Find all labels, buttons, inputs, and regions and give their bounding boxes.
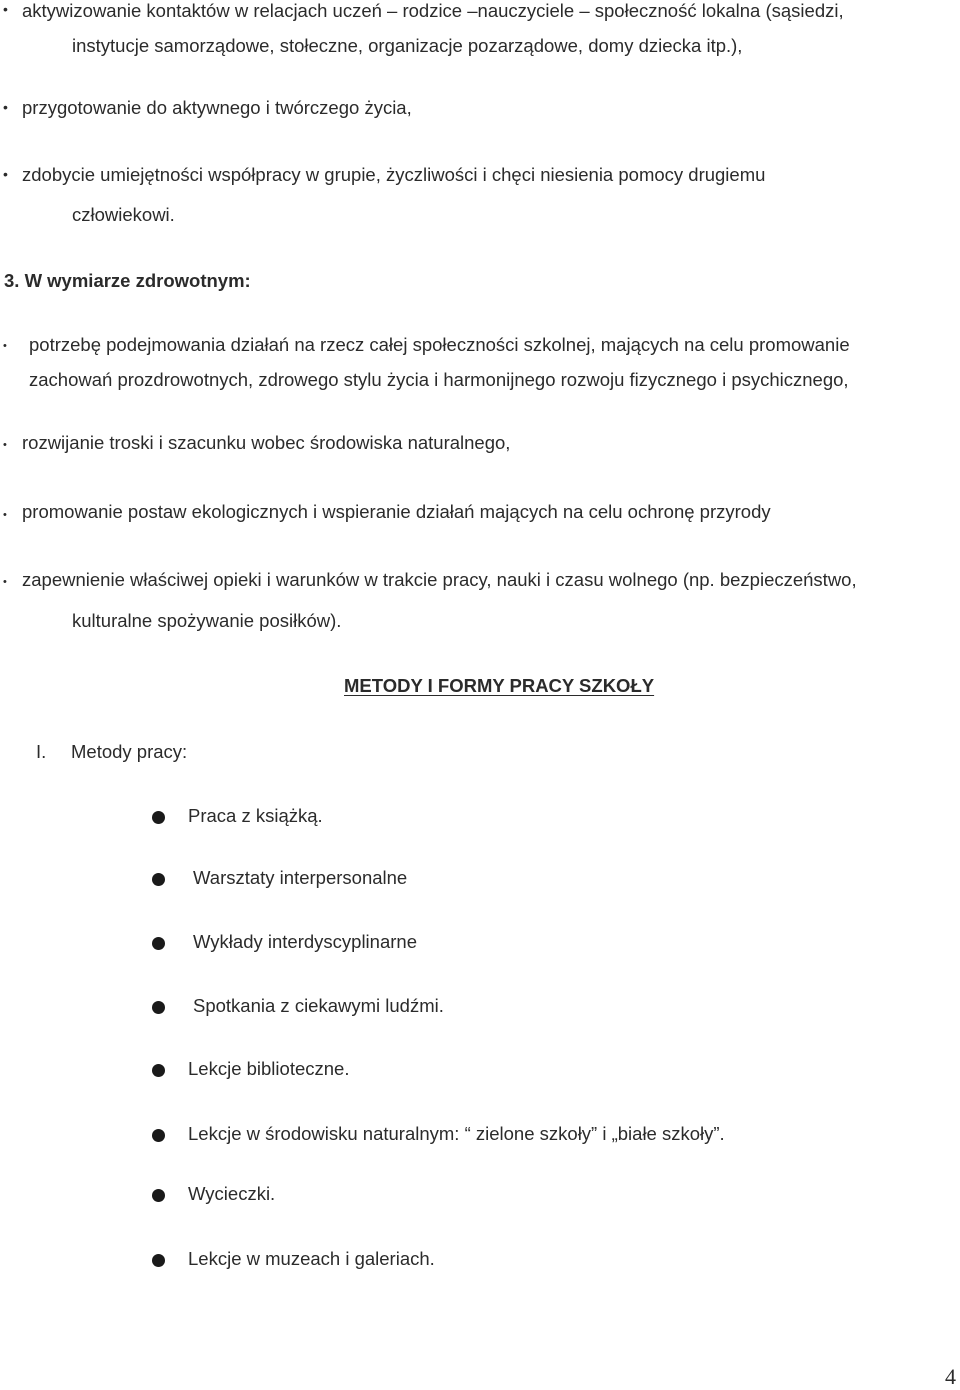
list-item-text: przygotowanie do aktywnego i twórczego życia, <box>22 97 412 118</box>
list-item-text: Wykłady interdyscyplinarne <box>193 931 417 952</box>
bullet-icon: • <box>3 576 7 588</box>
bullet-icon: • <box>3 1 8 17</box>
list-item-text: zapewnienie właściwej opieki i warunków w trakcie pracy, nauki i czasu wolnego (np. bezpieczeństwo, <box>22 569 857 590</box>
list-item-text: Lekcje biblioteczne. <box>188 1058 350 1079</box>
bullet-icon <box>152 1001 165 1014</box>
bullet-icon <box>152 1129 165 1142</box>
list-item-text: Praca z książką. <box>188 805 323 826</box>
list-item-text: Lekcje w środowisku naturalnym: “ zielone szkoły” i „białe szkoły”. <box>188 1123 725 1144</box>
list-item-text: kulturalne spożywanie posiłków). <box>72 610 342 631</box>
bullet-icon: • <box>3 340 7 352</box>
bullet-icon <box>152 1254 165 1267</box>
list-item-text: aktywizowanie kontaktów w relacjach uczeń – rodzice –nauczyciele – społeczność lokalna (sąsiedzi, <box>22 0 844 21</box>
list-item-text: człowiekowi. <box>72 204 175 225</box>
list-item-text: zachowań prozdrowotnych, zdrowego stylu życia i harmonijnego rozwoju fizycznego i psychicznego, <box>29 369 849 390</box>
bullet-icon: • <box>3 166 8 182</box>
bullet-icon <box>152 811 165 824</box>
bullet-icon <box>152 873 165 886</box>
bullet-icon <box>152 1189 165 1202</box>
bullet-icon <box>152 1064 165 1077</box>
page-number: 4 <box>945 1364 956 1389</box>
list-item-text: Lekcje w muzeach i galeriach. <box>188 1248 435 1269</box>
bullet-icon: • <box>3 99 8 115</box>
list-item-text: Warsztaty interpersonalne <box>193 867 408 888</box>
list-item-text: rozwijanie troski i szacunku wobec środowiska naturalnego, <box>22 432 511 453</box>
subheading-text: Metody pracy: <box>71 741 188 762</box>
list-item-text: instytucje samorządowe, stołeczne, organizacje pozarządowe, domy dziecka itp.), <box>72 35 743 56</box>
bullet-icon <box>152 937 165 950</box>
list-item-text: promowanie postaw ekologicznych i wspieranie działań mających na celu ochronę przyrody <box>22 501 771 522</box>
list-item-text: zdobycie umiejętności współpracy w grupie, życzliwości i chęci niesienia pomocy drugiemu <box>22 164 766 185</box>
list-item-text: Wycieczki. <box>188 1183 276 1204</box>
section-title: METODY I FORMY PRACY SZKOŁY <box>344 675 655 696</box>
subheading-number: I. <box>36 741 47 762</box>
section-heading: 3. W wymiarze zdrowotnym: <box>4 270 251 291</box>
bullet-icon: • <box>3 439 7 451</box>
list-item-text: Spotkania z ciekawymi ludźmi. <box>193 995 444 1016</box>
list-item-text: potrzebę podejmowania działań na rzecz całej społeczności szkolnej, mających na celu promowanie <box>29 334 850 355</box>
bullet-icon: • <box>3 509 7 521</box>
